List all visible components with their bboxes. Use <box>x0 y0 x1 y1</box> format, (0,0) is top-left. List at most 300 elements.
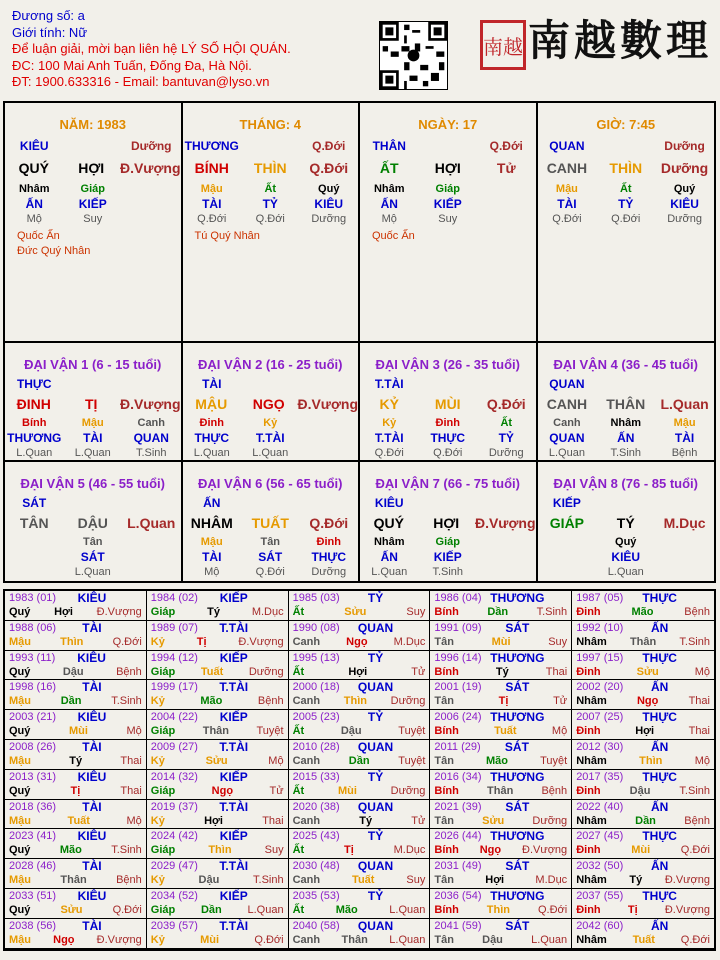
year-life-stage: T.Sinh <box>679 635 710 648</box>
dai-van-hidden-stems-item <box>477 535 536 549</box>
dai-van-ten-god-item: SÁT <box>22 496 47 510</box>
year-cell <box>289 680 431 710</box>
dai-van-hidden-stems-item: Canh <box>553 417 581 429</box>
year-header <box>434 919 567 933</box>
dai-van-hidden-stems-item <box>538 535 597 549</box>
pillar-ten-god-item: KIÊU <box>19 139 49 153</box>
year-life-stage: Tử <box>411 814 426 827</box>
pillar-stem-branch-item: HỢI <box>78 160 105 176</box>
dai-van-hidden-stems-item: Tân <box>82 536 103 548</box>
dai-van-life-stage <box>538 446 715 460</box>
year-ten-god: THƯƠNG <box>490 769 545 784</box>
year-header <box>9 919 142 933</box>
year-branch: Mão <box>631 606 654 618</box>
dai-van-hidden-stems-item: Canh <box>137 417 165 429</box>
year-life-stage: Suy <box>548 635 568 648</box>
year-stem: Kỷ <box>150 695 165 708</box>
dai-van-hidden-gods-item: TÀI <box>202 550 222 564</box>
year-stem: Giáp <box>150 844 176 857</box>
year-header <box>151 889 284 903</box>
year-pillar <box>434 814 567 828</box>
dai-van-life-stage-item: Bệnh <box>671 447 698 459</box>
pillar-hidden-stems-item: Nhâm <box>373 183 405 195</box>
year-branch: Mão <box>486 754 509 767</box>
year-cell <box>289 859 431 889</box>
year-branch: Ngọ <box>479 844 502 857</box>
year-life-stage: Bệnh <box>684 606 710 618</box>
year-cell <box>289 919 431 949</box>
dai-van-life-stage-item: T.Sinh <box>610 447 642 459</box>
dai-van-life-stage-item: Q.Đới <box>374 447 404 459</box>
year-life-stage: Tuyệt <box>256 725 284 738</box>
seal-text: 南越 <box>483 34 523 59</box>
dai-van-hidden-gods <box>183 549 359 565</box>
year-branch: Tuất <box>67 814 90 827</box>
year-cell <box>572 770 714 800</box>
year-header <box>9 859 142 873</box>
year-cell <box>5 829 147 859</box>
dai-van-hidden-gods-item <box>655 549 714 565</box>
year-branch: Sửu <box>636 665 659 678</box>
year-life-stage: Q.Đới <box>680 933 710 946</box>
dai-van-cell <box>5 462 183 581</box>
year-label: 2022 (40) <box>576 800 624 813</box>
year-stem: Kỷ <box>150 814 165 827</box>
pillar-life-stage <box>183 212 359 226</box>
year-ten-god: THỰC <box>642 829 677 844</box>
pillar-hidden-stems-item: Nhâm <box>18 183 50 195</box>
year-branch: Tý <box>207 606 220 618</box>
year-ten-god: SÁT <box>505 859 530 874</box>
year-life-stage: Suy <box>406 606 426 618</box>
year-ten-god: KIÊU <box>77 888 107 903</box>
year-stem: Canh <box>292 695 321 708</box>
year-label: 2002 (20) <box>576 681 624 694</box>
dai-van-hidden-stems-item <box>5 535 64 549</box>
dai-van-hidden-stems-item: Kỷ <box>382 417 397 429</box>
year-ten-god: ẤN <box>650 680 669 695</box>
year-header <box>576 651 710 665</box>
year-label: 2035 (53) <box>292 889 340 902</box>
dai-van-hidden-stems-item: Đinh <box>435 417 460 429</box>
year-stem: Đinh <box>576 903 601 916</box>
year-header <box>576 859 710 873</box>
year-life-stage: L.Quan <box>531 933 568 946</box>
year-ten-god: QUAN <box>357 739 394 754</box>
year-header <box>293 710 426 724</box>
year-life-stage: T.Sinh <box>111 695 142 708</box>
year-ten-god: SÁT <box>505 918 530 933</box>
year-branch: Thân <box>341 933 368 946</box>
year-ten-god: KIÊU <box>77 710 107 725</box>
year-header <box>293 651 426 665</box>
year-header <box>434 889 567 903</box>
year-branch: Dần <box>348 754 370 767</box>
year-life-stage: Tuyệt <box>540 754 568 767</box>
year-pillar <box>576 724 710 738</box>
year-ten-god: TỶ <box>367 829 384 844</box>
year-cell <box>5 710 147 740</box>
year-header <box>151 800 284 814</box>
year-header <box>293 889 426 903</box>
year-header <box>293 829 426 843</box>
spacer <box>596 495 655 511</box>
year-life-stage: Dưỡng <box>248 665 284 678</box>
dai-van-hidden-stems-item <box>122 535 181 549</box>
dai-van-hidden-gods-item: T.TÀI <box>374 431 404 445</box>
year-branch: Tuất <box>352 874 375 887</box>
pillar-ten-god-item <box>64 138 123 154</box>
year-cell <box>289 710 431 740</box>
dai-van-life-stage <box>360 446 536 460</box>
four-pillars-grid <box>3 101 716 583</box>
dai-van-hidden-stems <box>360 535 536 549</box>
year-stem: Canh <box>292 754 321 767</box>
year-label: 2031 (49) <box>434 860 482 873</box>
pillar-ten-god-item: Dưỡng <box>664 139 705 153</box>
year-life-stage: L.Quan <box>389 903 426 916</box>
dai-van-title: ĐẠI VẬN 3 (26 - 35 tuổi) <box>375 357 520 372</box>
pillar-life-stage-item: Q.Đới <box>611 213 641 225</box>
year-label: 2008 (26) <box>9 740 57 753</box>
pillar-stem-branch-item: THÌN <box>609 160 643 176</box>
year-pillar <box>576 843 710 857</box>
year-life-stage: Tử <box>269 784 284 797</box>
dai-van-stem-branch-item: NGỌ <box>252 396 285 412</box>
year-pillar <box>434 903 567 917</box>
spacer <box>122 495 181 511</box>
year-branch: Thìn <box>60 635 84 648</box>
year-ten-god: THƯƠNG <box>490 710 545 725</box>
dai-van-ten-god <box>183 376 359 392</box>
brand-title: 南越數理 <box>528 16 713 65</box>
dai-van-life-stage-item: L.Quan <box>607 566 644 578</box>
annual-luck-grid <box>3 589 716 951</box>
year-stem: Ất <box>292 606 305 618</box>
year-pillar <box>293 635 426 649</box>
year-pillar <box>576 933 710 947</box>
year-label: 2033 (51) <box>9 889 57 902</box>
year-cell <box>5 919 147 949</box>
year-branch: Tuất <box>632 933 655 946</box>
dai-van-stem-branch-item: L.Quan <box>127 515 176 531</box>
year-branch: Thìn <box>208 844 232 857</box>
pillar-stem-branch-item: THÌN <box>253 160 287 176</box>
year-cell <box>430 770 572 800</box>
year-stem: Canh <box>292 635 321 648</box>
year-cell <box>5 800 147 830</box>
year-stem: Tân <box>434 635 454 648</box>
year-ten-god: THỰC <box>642 650 677 665</box>
year-life-stage: Dưỡng <box>532 814 568 827</box>
pillar-life-stage <box>5 212 181 226</box>
year-life-stage: Tuyệt <box>398 754 426 767</box>
year-ten-god: KIẾP <box>219 650 248 665</box>
year-cell <box>147 680 289 710</box>
year-ten-god: KIÊU <box>77 650 106 665</box>
year-stem: Tân <box>434 814 454 827</box>
year-ten-god: TỶ <box>367 888 384 903</box>
year-pillar <box>434 605 567 619</box>
year-stem: Canh <box>292 933 321 946</box>
year-header <box>151 591 284 605</box>
year-pillar <box>293 843 426 857</box>
year-header <box>9 621 142 635</box>
year-cell <box>5 680 147 710</box>
year-life-stage: Bệnh <box>116 874 142 887</box>
dai-van-stem-branch-item: MẬU <box>195 396 228 412</box>
year-pillar <box>434 724 567 738</box>
year-label: 1990 (08) <box>292 621 340 634</box>
spacer <box>241 376 300 392</box>
dai-van-hidden-gods-item: TÀI <box>674 431 695 445</box>
year-header <box>9 740 142 754</box>
dai-van-hidden-gods-item <box>5 549 64 565</box>
year-ten-god: T.TÀI <box>219 859 249 874</box>
year-cell <box>572 859 714 889</box>
year-stem: Giáp <box>150 665 176 678</box>
pillar-hidden-stems-item: Mậu <box>555 183 578 195</box>
dai-van-cell <box>183 462 361 581</box>
year-cell <box>147 591 289 621</box>
dai-van-title: ĐẠI VẬN 7 (66 - 75 tuổi) <box>375 476 520 491</box>
year-header <box>576 829 710 843</box>
dai-van-ten-god <box>538 376 715 392</box>
year-header <box>151 919 284 933</box>
dai-van-stem-branch <box>5 511 181 535</box>
pillar-hidden-stems-item: Quý <box>318 183 340 195</box>
year-label: 2016 (34) <box>434 770 482 783</box>
year-stem: Ất <box>292 725 305 738</box>
year-ten-god: THỰC <box>642 591 677 605</box>
spacer <box>300 376 359 392</box>
year-life-stage: Dưỡng <box>390 784 426 797</box>
year-cell <box>430 740 572 770</box>
year-stem: Tân <box>434 933 454 946</box>
pillar-stem-branch <box>360 158 536 178</box>
year-pillar <box>293 724 426 738</box>
pillar-cell <box>538 103 715 343</box>
year-cell <box>147 829 289 859</box>
spacer <box>419 376 478 392</box>
pillar-title: NĂM: 1983 <box>59 117 126 132</box>
year-ten-god: T.TÀI <box>219 918 249 933</box>
year-life-stage: L.Quan <box>389 933 426 946</box>
year-stem: Kỷ <box>150 874 165 887</box>
year-stem: Quý <box>9 725 31 738</box>
dai-van-life-stage <box>183 446 359 460</box>
year-life-stage: Bệnh <box>257 695 284 708</box>
dai-van-hidden-gods-item: KIÊU <box>611 550 641 564</box>
pillar-hidden-gods-item: ẤN <box>380 197 398 211</box>
year-ten-god: KIẾP <box>219 769 248 784</box>
year-pillar <box>9 814 142 828</box>
year-label: 2003 (21) <box>9 711 57 724</box>
pillar-life-stage-item: Q.Đới <box>197 213 227 225</box>
year-label: 2039 (57) <box>150 919 198 932</box>
year-life-stage: T.Sinh <box>253 874 284 887</box>
year-pillar <box>9 754 142 768</box>
year-pillar <box>434 873 567 887</box>
year-ten-god: KIẾP <box>219 888 248 903</box>
year-stem: Mậu <box>9 754 31 767</box>
year-stem: Ất <box>292 665 305 678</box>
year-pillar <box>434 843 567 857</box>
year-stem: Kỷ <box>150 933 165 946</box>
dai-van-life-stage-item: Q.Đới <box>255 566 285 578</box>
dai-van-life-stage-item: L.Quan <box>74 447 111 459</box>
year-stem: Đinh <box>576 844 601 857</box>
year-branch: Hợi <box>204 814 223 827</box>
year-pillar <box>576 903 710 917</box>
year-stem: Bính <box>434 606 459 618</box>
pillar-hidden-gods <box>5 196 181 212</box>
dai-van-hidden-gods <box>538 549 715 565</box>
dai-van-title: ĐẠI VẬN 5 (46 - 55 tuổi) <box>20 476 165 491</box>
year-stem: Quý <box>9 665 31 678</box>
year-stem: Giáp <box>150 903 176 916</box>
year-branch: Thân <box>202 725 229 738</box>
dai-van-hidden-stems <box>5 416 181 430</box>
year-life-stage: Thai <box>688 695 710 708</box>
year-stem: Bính <box>434 784 459 797</box>
year-label: 2009 (27) <box>150 740 198 753</box>
pillar-ten-god-item: Q.Đới <box>312 139 346 153</box>
year-branch: Hợi <box>635 725 655 738</box>
year-label: 2012 (30) <box>576 740 624 753</box>
pillar-stem-branch-item: ẤT <box>379 160 399 176</box>
dai-van-title: ĐẠI VẬN 8 (76 - 85 tuổi) <box>553 476 698 491</box>
dai-van-title: ĐẠI VẬN 4 (36 - 45 tuổi) <box>553 357 698 372</box>
dai-van-hidden-gods-item: SÁT <box>258 550 283 564</box>
pillar-ten-god <box>538 138 715 154</box>
year-pillar <box>151 635 284 649</box>
year-branch: Dậu <box>482 933 503 946</box>
year-header <box>293 740 426 754</box>
dai-van-stem-branch-item: CANH <box>546 396 588 412</box>
year-branch: Thìn <box>486 903 511 916</box>
dai-van-life-stage-item: Dưỡng <box>311 566 347 578</box>
year-stem: Nhâm <box>576 933 607 946</box>
dai-van-life-stage-item <box>538 565 597 579</box>
pillar-life-stage-item: Mộ <box>381 213 397 225</box>
year-life-stage: Q.Đới <box>537 903 568 916</box>
year-label: 1994 (12) <box>150 651 198 664</box>
pillar-stars <box>372 229 415 244</box>
year-branch: Tý <box>629 874 643 887</box>
star-label: Đức Quý Nhân <box>17 245 91 257</box>
year-header <box>9 889 142 903</box>
year-header <box>151 680 284 694</box>
year-stem: Đinh <box>576 606 601 618</box>
year-header <box>434 621 567 635</box>
year-ten-god: KIẾP <box>219 591 248 605</box>
year-branch: Ngọ <box>636 695 659 708</box>
year-cell <box>147 859 289 889</box>
year-header <box>9 591 142 605</box>
dai-van-hidden-gods-item <box>122 549 181 565</box>
year-label: 2004 (22) <box>150 711 198 724</box>
year-ten-god: KIẾP <box>219 710 248 725</box>
dai-van-ten-god <box>538 495 715 511</box>
dai-van-stem-branch <box>5 392 181 416</box>
year-life-stage: Suy <box>406 874 426 887</box>
year-life-stage: T.Sinh <box>536 606 568 618</box>
dai-van-cell <box>360 343 538 462</box>
dai-van-life-stage <box>5 446 181 460</box>
year-label: 2000 (18) <box>292 681 340 694</box>
pillar-stem-branch-item: QUÝ <box>18 160 49 176</box>
year-stem: Quý <box>9 784 31 797</box>
dai-van-stem-branch-item: MÙI <box>434 396 461 412</box>
year-life-stage: M.Dục <box>251 606 284 618</box>
year-branch: Tị <box>196 635 207 648</box>
star-label: Quốc Ấn <box>17 230 60 242</box>
year-cell <box>5 740 147 770</box>
dai-van-stem-branch-item: NHÂM <box>190 515 233 531</box>
year-branch: Tý <box>495 665 509 678</box>
year-ten-god: TÀI <box>82 680 102 695</box>
year-header <box>9 770 142 784</box>
year-branch: Tị <box>70 784 81 797</box>
year-ten-god: THỰC <box>642 769 677 784</box>
dai-van-hidden-gods-item: ẤN <box>617 431 635 445</box>
dai-van-ten-god-item: QUAN <box>549 377 585 391</box>
year-header <box>434 591 567 605</box>
year-cell <box>289 770 431 800</box>
dai-van-life-stage-item: Q.Đới <box>433 447 463 459</box>
dai-van-cell <box>538 462 715 581</box>
year-pillar <box>9 933 142 947</box>
year-branch: Mùi <box>337 784 357 797</box>
year-life-stage: Mộ <box>126 814 142 827</box>
year-header <box>434 800 567 814</box>
year-pillar <box>9 635 142 649</box>
year-life-stage: Mộ <box>126 725 142 738</box>
year-cell <box>289 800 431 830</box>
pillar-cell <box>360 103 538 343</box>
dai-van-stem-branch-item: QUÝ <box>373 515 404 531</box>
duong-so: Đương số: a <box>12 8 85 23</box>
year-header <box>293 680 426 694</box>
year-stem: Đinh <box>576 784 601 797</box>
year-ten-god: KIÊU <box>77 769 107 784</box>
year-pillar <box>434 933 567 947</box>
year-stem: Giáp <box>150 725 176 738</box>
year-label: 2032 (50) <box>576 860 624 873</box>
year-stem: Giáp <box>150 784 176 797</box>
year-label: 1992 (10) <box>576 621 624 634</box>
year-pillar <box>293 903 426 917</box>
year-header <box>434 680 567 694</box>
dai-van-hidden-stems-item: Mậu <box>81 417 104 429</box>
year-label: 2028 (46) <box>9 860 57 873</box>
year-stem: Mậu <box>9 874 31 887</box>
dai-van-hidden-stems-item: Đinh <box>316 536 341 548</box>
year-stem: Kỷ <box>150 635 165 648</box>
year-branch: Mão <box>200 695 223 708</box>
year-stem: Nhâm <box>576 754 607 767</box>
year-pillar <box>151 843 284 857</box>
pillar-life-stage <box>538 212 715 226</box>
dai-van-ten-god-item: ẤN <box>203 496 221 510</box>
year-label: 2027 (45) <box>576 830 624 843</box>
dai-van-hidden-stems <box>538 416 715 430</box>
year-stem: Đinh <box>576 725 601 738</box>
year-branch: Tý <box>359 814 373 827</box>
year-branch: Ngọ <box>346 635 368 648</box>
dai-van-hidden-stems <box>538 535 715 549</box>
